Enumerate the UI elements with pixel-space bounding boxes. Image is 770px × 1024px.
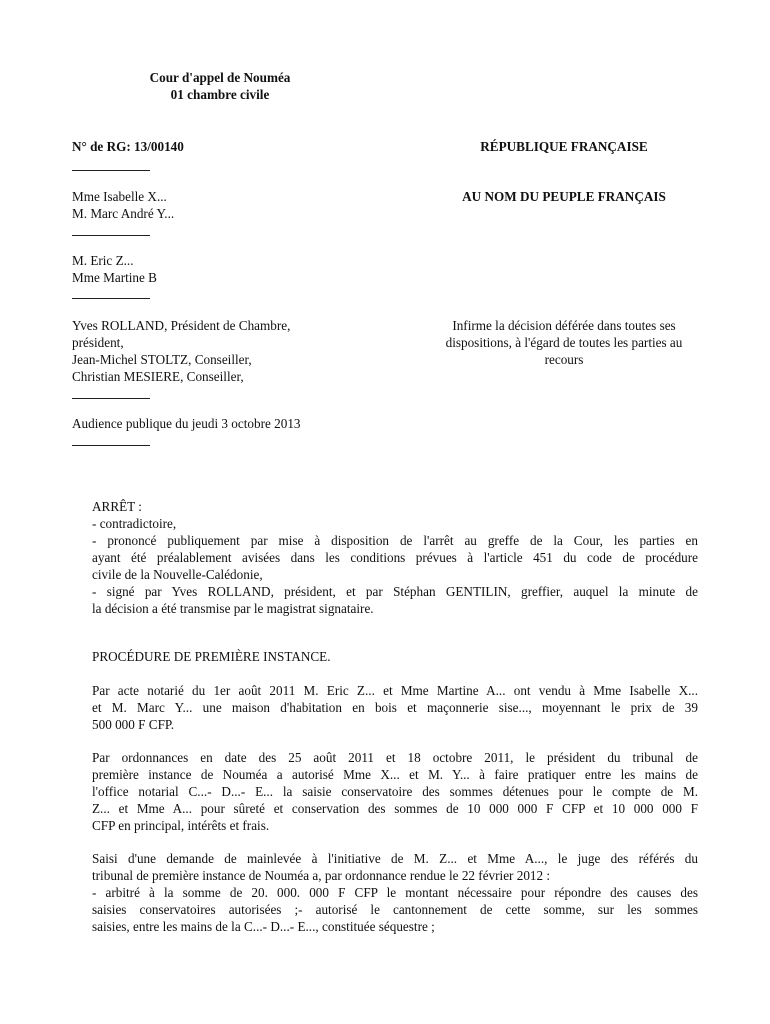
court-name: Cour d'appel de Nouméa [149,70,291,85]
arret-line: - signé par Yves ROLLAND, président, et par Stéphan GENTILIN, greffier, auquel la minute de [92,584,698,599]
paragraph-line: CFP en principal, intérêts et frais. [92,818,270,833]
paragraph-line: Z... et Mme A... pour sûreté et conservation des sommes de 10 000 000 F CFP et 10 000 000 F [92,801,698,816]
paragraph-line: l'office notarial C...- D...- E... la saisie conservatoire des sommes détenues pour le compte de M. [92,784,698,799]
people-heading: AU NOM DU PEUPLE FRANÇAIS [462,189,666,204]
arret-line: la décision a été transmise par le magistrat signataire. [92,601,374,616]
chamber-name: 01 chambre civile [170,87,270,102]
judge-line-2: président, [72,335,124,350]
paragraph-line: 500 000 F CFP. [92,717,175,732]
separator-rule [72,298,150,299]
paragraph-line: saisies, entre les mains de la C...- D...- E..., constituée séquestre ; [92,919,435,934]
arret-line: - contradictoire, [92,516,177,531]
paragraph-ordinances [92,749,698,834]
decision-summary-line-1: Infirme la décision déférée dans toutes ses [452,318,676,333]
appellant-2: M. Marc André Y... [72,206,175,221]
respondent-1: M. Eric Z... [72,253,134,268]
separator-rule [72,398,150,399]
separator-rule [72,445,150,446]
paragraph-line: saisies conservatoires autorisées ;- autorisé le cantonnement de cette somme, sur les sommes [92,902,698,917]
paragraph-sale [92,682,698,733]
arret-line: - prononcé publiquement par mise à disposition de l'arrêt au greffe de la Cour, les parties en [92,533,698,548]
separator-rule [72,235,150,236]
paragraph-line: Par ordonnances en date des 25 août 2011 et 18 octobre 2011, le président du tribunal de [92,750,698,765]
arret-line: ayant été préalablement avisées dans les conditions prévues à l'article 451 du code de procédure [92,550,698,565]
paragraph-line: première instance de Nouméa a autorisé Mme X... et M. Y... à faire pratiquer entre les mains de [92,767,698,782]
paragraph-referee [92,850,698,935]
arret-title: ARRÊT : [92,499,142,514]
paragraph-line: tribunal de première instance de Nouméa a, par ordonnance rendue le 22 février 2012 : [92,868,551,883]
decision-summary-line-3: recours [544,352,584,367]
paragraph-line: Saisi d'une demande de mainlevée à l'initiative de M. Z... et Mme A..., le juge des référés du [92,851,698,866]
section-title: PROCÉDURE DE PREMIÈRE INSTANCE. [92,649,331,664]
decision-summary-line-2: dispositions, à l'égard de toutes les parties au [445,335,683,350]
paragraph-line: et M. Marc Y... une maison d'habitation en bois et maçonnerie sise..., moyennant le prix de 39 [92,700,698,715]
arret-block [92,498,698,617]
separator-rule [72,170,150,171]
republic-heading: RÉPUBLIQUE FRANÇAISE [480,139,648,154]
paragraph-line: - arbitré à la somme de 20. 000. 000 F CFP le montant nécessaire pour répondre des causes des [92,885,698,900]
rg-number: N° de RG: 13/00140 [72,139,184,154]
paragraph-line: Par acte notarié du 1er août 2011 M. Eric Z... et Mme Martine A... ont vendu à Mme Isabelle X... [92,683,698,698]
appellant-1: Mme Isabelle X... [72,189,167,204]
hearing-date: Audience publique du jeudi 3 octobre 2013 [72,416,301,431]
arret-line: civile de la Nouvelle-Calédonie, [92,567,263,582]
judge-line-4: Christian MESIERE, Conseiller, [72,369,244,384]
judge-line-1: Yves ROLLAND, Président de Chambre, [72,318,291,333]
judge-line-3: Jean-Michel STOLTZ, Conseiller, [72,352,252,367]
respondent-2: Mme Martine B [72,270,157,285]
